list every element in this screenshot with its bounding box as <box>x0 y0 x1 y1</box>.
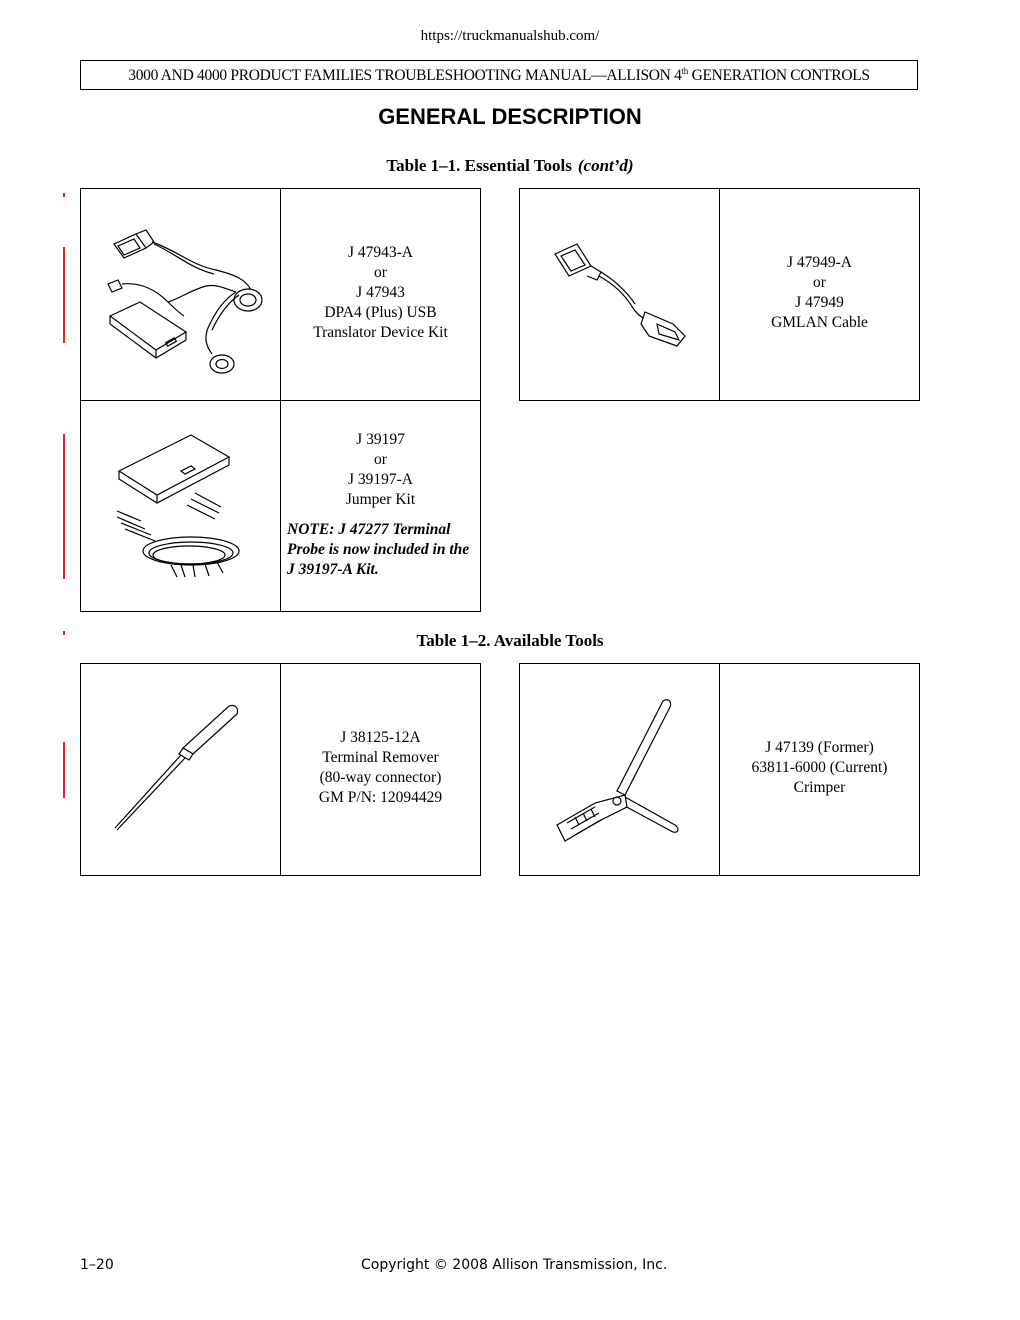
tool-image-cell <box>80 400 281 612</box>
table-title-text: Table 1–1. Essential Tools <box>386 156 572 175</box>
tool-number-alt: J 47949 <box>795 294 844 311</box>
jumper-kit-icon <box>111 431 251 581</box>
tool-description-cell <box>719 663 920 876</box>
tool-number: J 47943-A <box>347 244 413 261</box>
tool-image-cell <box>80 188 281 401</box>
copyright: Copyright © 2008 Allison Transmission, Inc. <box>361 1257 668 1273</box>
header-superscript: th <box>681 66 688 76</box>
tool-image-cell <box>80 663 281 876</box>
tool-part-number: GM P/N: 12094429 <box>318 789 443 806</box>
tool-description-cell <box>280 400 481 612</box>
source-url: https://truckmanualshub.com/ <box>420 28 600 44</box>
page-number: 1–20 <box>80 1257 114 1273</box>
tool-number: J 47139 (Former) <box>765 739 874 756</box>
tool-name: GMLAN Cable <box>771 314 868 331</box>
table-1-1-title <box>0 156 1020 176</box>
tool-image-cell <box>519 188 720 401</box>
header-text-end: GENERATION CONTROLS <box>688 67 870 84</box>
page-title: GENERAL DESCRIPTION <box>378 104 642 129</box>
tool-number: J 38125-12A <box>340 729 421 746</box>
tool-name-cont: Translator Device Kit <box>313 324 448 341</box>
tool-part-number: 63811-6000 (Current) <box>751 759 888 776</box>
tool-name: Jumper Kit <box>345 491 416 508</box>
tool-or: or <box>813 274 826 291</box>
table-title-suffix: (cont’d) <box>577 156 634 175</box>
tool-name: Terminal Remover <box>322 749 439 766</box>
usb-translator-kit-icon <box>96 220 266 370</box>
tool-or: or <box>374 264 387 281</box>
gmlan-cable-icon <box>545 240 695 350</box>
revision-bar <box>63 193 65 197</box>
terminal-remover-icon <box>111 700 251 840</box>
table-1-2-title: Table 1–2. Available Tools <box>416 631 604 650</box>
header-text: 3000 AND 4000 PRODUCT FAMILIES TROUBLESHOOTING MANUAL—ALLISON 4 <box>128 67 682 84</box>
revision-bar <box>63 742 65 798</box>
tool-image-cell <box>519 663 720 876</box>
tool-description-cell <box>280 188 481 401</box>
tool-name: Crimper <box>793 779 846 796</box>
tool-description-cell <box>719 188 920 401</box>
tool-description-cell <box>280 663 481 876</box>
revision-bar <box>63 434 65 579</box>
tool-number-alt: J 47943 <box>356 284 405 301</box>
tool-number-alt: J 39197-A <box>347 471 413 488</box>
tool-or: or <box>374 451 387 468</box>
tool-number: J 47949-A <box>786 254 852 271</box>
tool-number: J 39197 <box>356 431 405 448</box>
revision-bar <box>63 247 65 343</box>
tool-name: DPA4 (Plus) USB <box>324 304 437 321</box>
tool-detail: (80-way connector) <box>319 769 442 786</box>
manual-header <box>80 60 918 90</box>
tool-note: NOTE: J 47277 Terminal Probe is now included in the J 39197-A Kit. <box>287 521 470 578</box>
crimper-icon <box>555 695 685 845</box>
